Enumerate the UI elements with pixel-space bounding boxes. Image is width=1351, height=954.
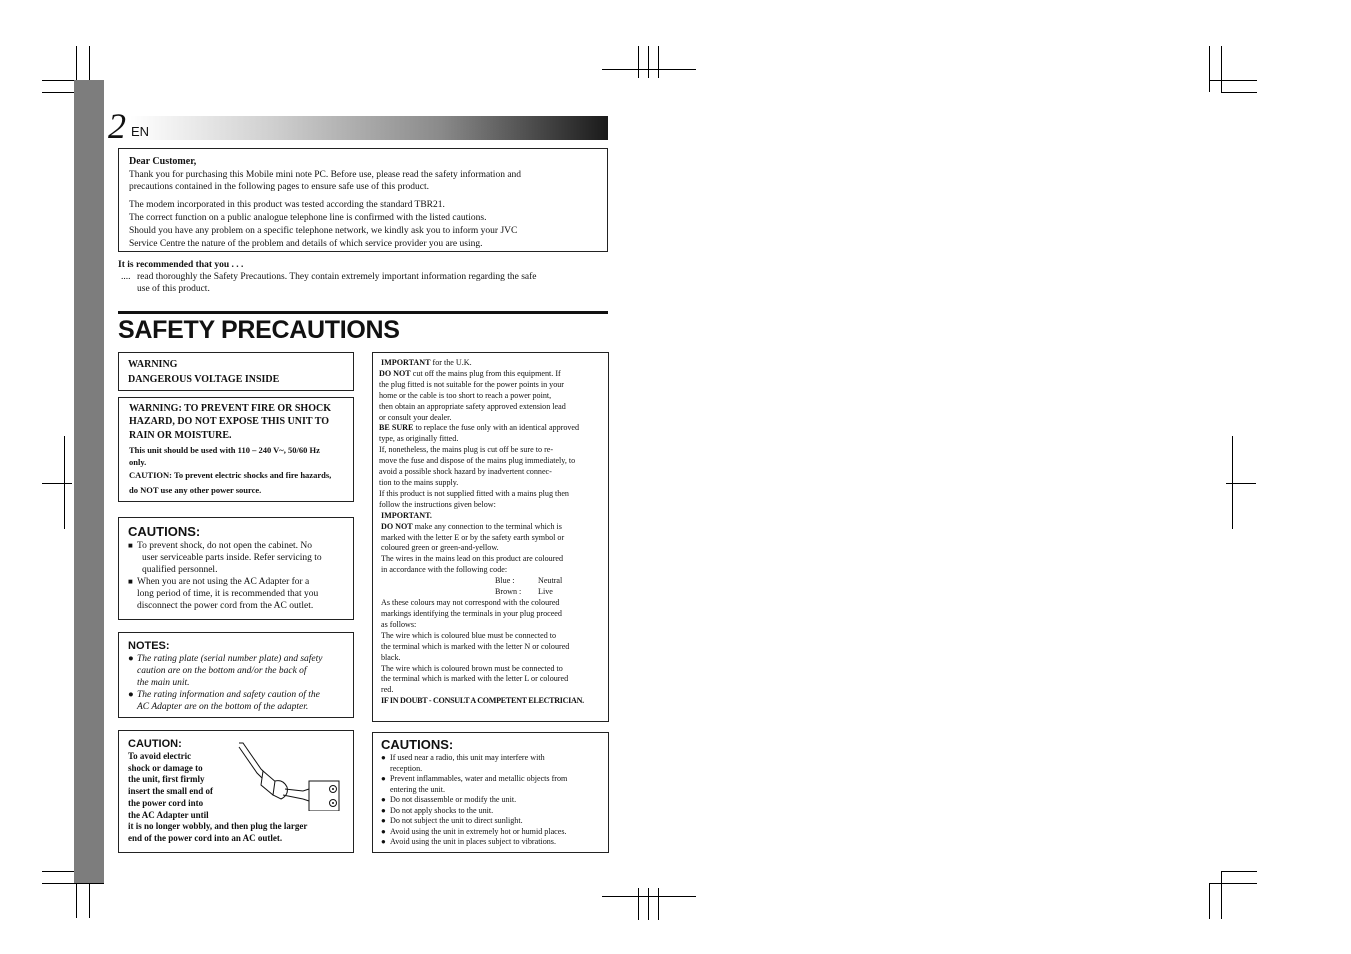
important-label: IMPORTANT.	[381, 510, 432, 520]
plug-caution-text: shock or damage to	[128, 762, 203, 773]
uk-text: cut off the mains plug from this equipment. If	[410, 368, 561, 378]
uk-text: markings identifying the terminals in your plug proceed	[381, 609, 562, 619]
power-caution-line: do NOT use any other power source.	[129, 485, 262, 495]
uk-heading	[379, 358, 602, 369]
notes-heading: NOTES:	[128, 640, 170, 652]
power-cord-plug-illustration	[237, 741, 347, 811]
recommend-text: read thoroughly the Safety Precautions. They contain extremely important information regarding the safe	[137, 272, 537, 282]
list-item	[381, 774, 602, 795]
notes-box	[118, 632, 354, 718]
intro-line: Thank you for purchasing this Mobile mini note PC. Before use, please read the safety information and	[129, 170, 522, 180]
do-not-label: DO NOT	[381, 521, 413, 531]
plug-caution-text: it is no longer wobbly, and then plug the larger	[128, 821, 308, 832]
uk-text: The wire which is coloured blue must be connected to	[381, 630, 557, 640]
warning-label: WARNING	[128, 359, 178, 370]
consult-electrician-note: IF IN DOUBT - CONSULT A COMPETENT ELECTRICIAN.	[381, 696, 584, 706]
uk-text: or consult your dealer.	[379, 412, 452, 422]
page-header-bar	[130, 116, 608, 140]
intro-line: Service Centre the nature of the problem and details of which service provider you are using.	[129, 239, 483, 249]
uk-text: the terminal which is marked with the letter L or coloured	[381, 674, 569, 684]
caution-text: Avoid using the unit in places subject to vibrations.	[390, 837, 556, 846]
cautions-heading: CAUTIONS:	[381, 737, 454, 752]
be-sure-label: BE SURE	[379, 423, 414, 433]
uk-text: The wires in the mains lead on this product are coloured	[381, 554, 564, 564]
caution-text: Do not disassemble or modify the unit.	[390, 795, 517, 804]
list-item	[128, 689, 344, 713]
square-bullet-icon: ■	[128, 577, 133, 586]
uk-text: as follows:	[381, 619, 417, 629]
bullet-icon: ●	[381, 816, 386, 825]
intro-line: Should you have any problem on a specific telephone network, we kindly ask you to inform your JVC	[129, 226, 518, 236]
list-item	[381, 827, 602, 838]
uk-text: As these colours may not correspond with the coloured	[381, 598, 560, 608]
bullet-icon: ●	[381, 837, 386, 846]
intro-line: precautions contained in the following pages to ensure safe use of this product.	[129, 182, 429, 192]
caution-text: long period of time, it is recommended that you	[137, 589, 319, 599]
cautions-heading: CAUTIONS:	[128, 524, 201, 539]
uk-text: the plug fitted is not suitable for the power points in your	[379, 379, 565, 389]
uk-text: to replace the fuse only with an identical approved	[413, 423, 580, 433]
intro-line: The correct function on a public analogue telephone line is confirmed with the listed cautions.	[129, 213, 487, 223]
uk-text: marked with the letter E or by the safety earth symbol or	[381, 532, 565, 542]
uk-text: for the U.K.	[430, 358, 472, 367]
plug-caution-text: the AC Adapter until	[128, 809, 209, 820]
recommend-text: use of this product.	[137, 284, 210, 294]
fire-warning-line: RAIN OR MOISTURE.	[129, 430, 232, 441]
list-item	[128, 540, 344, 576]
uk-text: follow the instructions given below:	[379, 499, 496, 509]
uk-text: tion to the mains supply.	[379, 477, 459, 487]
plug-caution-text: To avoid electric	[128, 751, 192, 761]
voltage-line: This unit should be used with 110 – 240 V~, 50/60 Hz	[129, 445, 320, 455]
note-text: AC Adapter are on the bottom of the adapter.	[137, 702, 309, 712]
caution-text: When you are not using the AC Adapter for a	[137, 577, 310, 587]
uk-mains-plug-box	[372, 352, 609, 722]
bullet-icon: ●	[128, 690, 134, 700]
plug-caution-box	[118, 730, 354, 853]
note-text: caution are on the bottom and/or the back of	[137, 666, 307, 676]
intro-line: The modem incorporated in this product was tested according the standard TBR21.	[129, 200, 445, 210]
voltage-line: only.	[129, 457, 147, 467]
uk-text: The wire which is coloured brown must be connected to	[381, 663, 563, 673]
plug-caution-text: end of the power cord into an AC outlet.	[128, 832, 283, 843]
cautions-box	[118, 517, 354, 620]
note-text: The rating information and safety caution of the	[137, 690, 320, 700]
side-tab-band	[74, 80, 104, 883]
list-item	[381, 837, 602, 848]
page-number: 2	[108, 106, 126, 146]
bullet-icon: ●	[381, 805, 386, 815]
uk-text: avoid a possible shock hazard by inadvertent connec-	[379, 467, 552, 477]
plug-caution-text: insert the small end of	[128, 786, 213, 797]
caution-text: Avoid using the unit in extremely hot or humid places.	[390, 826, 567, 836]
caution-text: reception.	[390, 763, 423, 773]
note-text: The rating plate (serial number plate) and safety	[137, 654, 323, 664]
uk-text: the terminal which is marked with the letter N or coloured	[381, 641, 570, 651]
cautions-right-box	[372, 732, 609, 853]
list-item	[381, 753, 602, 774]
note-text: the main unit.	[137, 678, 190, 688]
uk-text	[379, 423, 602, 434]
uk-text: make any connection to the terminal which is	[412, 521, 562, 531]
wire-function: Neutral	[538, 576, 563, 586]
caution-text: Do not subject the unit to direct sunlight.	[390, 816, 523, 825]
list-item	[381, 795, 602, 806]
uk-text: red.	[381, 685, 394, 695]
fire-warning-line: WARNING: TO PREVENT FIRE OR SHOCK	[129, 403, 331, 414]
greeting: Dear Customer,	[129, 156, 197, 167]
uk-text: coloured green or green-and-yellow.	[381, 543, 499, 553]
power-caution-line: CAUTION: To prevent electric shocks and fire hazards,	[129, 470, 332, 480]
caution-text: Prevent inflammables, water and metallic objects from	[390, 774, 568, 783]
caution-text: entering the unit.	[390, 784, 446, 794]
uk-text: black.	[381, 652, 401, 662]
wire-colour-code	[381, 576, 602, 598]
uk-text	[379, 369, 602, 380]
wire-colour: Blue :	[495, 576, 515, 586]
plug-caution-text: the power cord into	[128, 797, 204, 808]
bullet-icon: ●	[381, 826, 386, 836]
important-label: IMPORTANT	[381, 358, 431, 367]
uk-text: type, as originally fitted.	[379, 434, 459, 444]
uk-text: If, nonetheless, the mains plug is cut off be sure to re-	[379, 445, 554, 455]
list-item	[128, 576, 344, 612]
list-item	[128, 653, 344, 689]
caution-text: To prevent shock, do not open the cabinet. No	[137, 541, 313, 551]
warning-box	[118, 352, 354, 391]
bullet-icon: ●	[381, 795, 386, 804]
caution-text: Do not apply shocks to the unit.	[390, 805, 494, 815]
uk-text: in accordance with the following code:	[381, 565, 508, 575]
caution-text: user serviceable parts inside. Refer servicing to	[142, 553, 322, 563]
list-item	[381, 806, 602, 817]
plug-caution-heading: CAUTION:	[128, 738, 182, 750]
do-not-label: DO NOT	[379, 368, 411, 378]
list-item	[381, 816, 602, 827]
fire-warning-line: HAZARD, DO NOT EXPOSE THIS UNIT TO	[129, 416, 329, 427]
section-title: SAFETY PRECAUTIONS	[118, 316, 400, 344]
section-rule	[118, 311, 608, 314]
uk-text: If this product is not supplied fitted with a mains plug then	[379, 488, 569, 498]
recommendation	[118, 259, 608, 295]
fire-warning-box	[118, 397, 354, 502]
customer-letter-box	[118, 148, 608, 252]
wire-function: Live	[538, 587, 553, 597]
warning-text: DANGEROUS VOLTAGE INSIDE	[128, 374, 280, 385]
recommend-heading: It is recommended that you . . .	[118, 260, 244, 270]
recommend-bullet: ....	[121, 272, 131, 282]
bullet-icon: ●	[381, 753, 386, 762]
caution-text: disconnect the power cord from the AC outlet.	[137, 601, 314, 611]
caution-text: If used near a radio, this unit may interfere with	[390, 753, 545, 762]
uk-text: home or the cable is too short to reach a power point,	[379, 390, 552, 400]
wire-colour: Brown :	[495, 587, 522, 597]
uk-text	[381, 522, 602, 533]
plug-caution-text: the unit, first firmly	[128, 774, 205, 785]
bullet-icon: ●	[128, 654, 134, 664]
uk-text: move the fuse and dispose of the mains plug immediately, to	[379, 456, 576, 466]
caution-text: qualified personnel.	[142, 565, 218, 575]
square-bullet-icon: ■	[128, 541, 133, 550]
bullet-icon: ●	[381, 774, 386, 783]
uk-text: then obtain an appropriate safety approved extension lead	[379, 401, 566, 411]
page-language: EN	[131, 124, 150, 139]
